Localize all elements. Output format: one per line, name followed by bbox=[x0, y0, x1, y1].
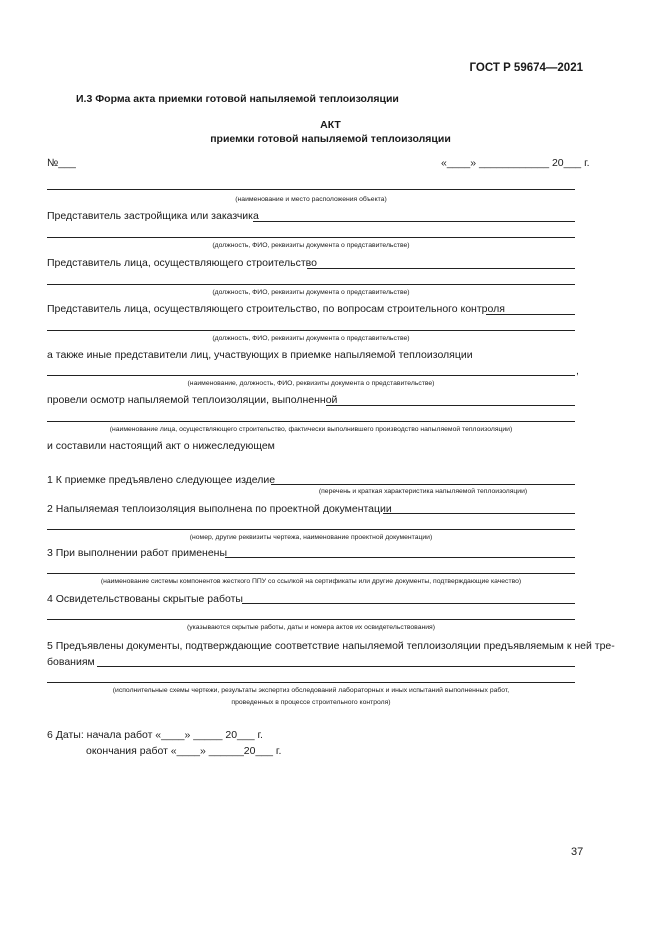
item4-line-2[interactable] bbox=[47, 619, 575, 620]
control-label: Представитель лица, осуществляющего строительство, по вопросам строительного контроля bbox=[47, 303, 505, 315]
act-number: №___ bbox=[47, 157, 76, 169]
control-line[interactable] bbox=[486, 314, 575, 315]
developer-line-2[interactable] bbox=[47, 237, 575, 238]
location-line[interactable] bbox=[47, 189, 575, 190]
others-caption: (наименование, должность, ФИО, реквизиты документа о представительстве) bbox=[187, 380, 435, 387]
item5-line-2[interactable] bbox=[47, 682, 575, 683]
item2-line[interactable] bbox=[383, 513, 575, 514]
item5-line1: 5 Предъявлены документы, подтверждающие соответствие напыляемой теплоизоляции предъявляемым к ней тре- bbox=[47, 640, 615, 652]
inspection-label: провели осмотр напыляемой теплоизоляции, выполненной bbox=[47, 394, 338, 406]
item3-line[interactable] bbox=[225, 557, 575, 558]
act-date: «____» ____________ 20___ г. bbox=[441, 157, 590, 169]
item3-label: 3 При выполнении работ применены bbox=[47, 547, 228, 559]
standard-header: ГОСТ Р 59674—2021 bbox=[469, 62, 583, 74]
builder-line[interactable] bbox=[307, 268, 575, 269]
item6-end-date: окончания работ «____» ______20___ г. bbox=[86, 745, 282, 757]
item1-caption: (перечень и краткая характеристика напыляемой теплоизоляции) bbox=[318, 488, 528, 495]
item2-caption: (номер, другие реквизиты чертежа, наименование проектной документации) bbox=[189, 534, 433, 541]
item6-start-date: 6 Даты: начала работ «____» _____ 20___ г. bbox=[47, 729, 263, 741]
builder-label: Представитель лица, осуществляющего строительство bbox=[47, 257, 317, 269]
inspection-line[interactable] bbox=[326, 405, 575, 406]
others-comma: , bbox=[576, 365, 579, 377]
inspection-caption: (наименование лица, осуществляющего строительство, фактически выполнившего производство напыляемой теплоизоляции) bbox=[109, 426, 513, 433]
act-title: АКТ bbox=[320, 119, 341, 131]
developer-label: Представитель застройщика или заказчика bbox=[47, 210, 259, 222]
page-number: 37 bbox=[571, 846, 584, 858]
control-line-2[interactable] bbox=[47, 330, 575, 331]
inspection-line-2[interactable] bbox=[47, 421, 575, 422]
others-line[interactable] bbox=[47, 375, 575, 376]
item1-label: 1 К приемке предъявлено следующее изделие bbox=[47, 474, 276, 486]
location-caption: (наименование и место расположения объекта) bbox=[235, 196, 387, 203]
section-title: И.3 Форма акта приемки готовой напыляемой теплоизоляции bbox=[76, 93, 399, 105]
item1-line[interactable] bbox=[271, 484, 575, 485]
item5-line2: бованиям bbox=[47, 656, 95, 668]
item3-caption: (наименование системы компонентов жесткого ППУ со ссылкой на сертификаты или другие документы, подтверждающие качество) bbox=[100, 578, 522, 585]
act-subtitle: приемки готовой напыляемой теплоизоляции bbox=[210, 133, 451, 145]
composed-text: и составили настоящий акт о нижеследующем bbox=[47, 440, 275, 452]
control-caption: (должность, ФИО, реквизиты документа о представительстве) bbox=[212, 335, 410, 342]
item4-line[interactable] bbox=[242, 603, 575, 604]
builder-line-2[interactable] bbox=[47, 284, 575, 285]
developer-line[interactable] bbox=[253, 221, 575, 222]
item5-line[interactable] bbox=[97, 666, 575, 667]
others-label: а также иные представители лиц, участвующих в приемке напыляемой теплоизоляции bbox=[47, 349, 473, 361]
item5-caption1: (исполнительные схемы чертежи, результаты экспертиз обследований лабораторных и иных испытаний выполненных работ, bbox=[112, 687, 510, 694]
developer-caption: (должность, ФИО, реквизиты документа о представительстве) bbox=[212, 242, 410, 249]
item4-caption: (указываются скрытые работы, даты и номера актов их освидетельствования) bbox=[187, 624, 435, 631]
item2-label: 2 Напыляемая теплоизоляция выполнена по проектной документации bbox=[47, 503, 392, 515]
item4-label: 4 Освидетельствованы скрытые работы bbox=[47, 593, 243, 605]
item5-caption2: проведенных в процессе строительного контроля) bbox=[231, 699, 391, 706]
item2-line-2[interactable] bbox=[47, 529, 575, 530]
item3-line-2[interactable] bbox=[47, 573, 575, 574]
builder-caption: (должность, ФИО, реквизиты документа о представительстве) bbox=[212, 289, 410, 296]
